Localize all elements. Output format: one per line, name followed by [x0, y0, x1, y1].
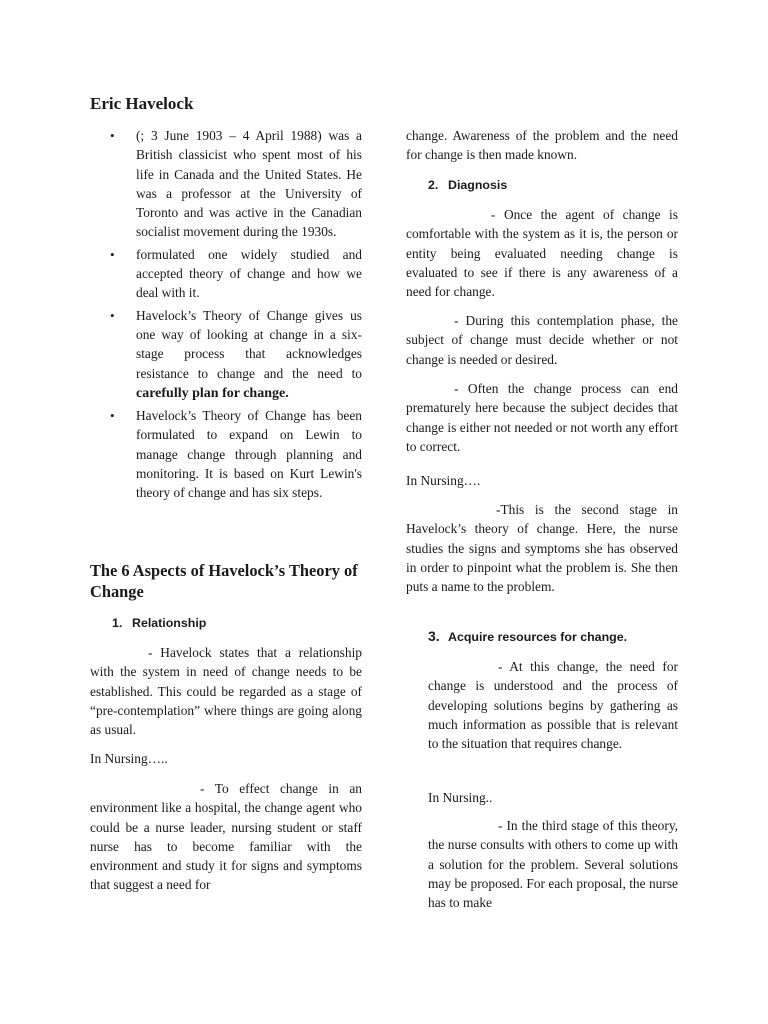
page-title: Eric Havelock — [90, 94, 194, 113]
step-number: 3. — [428, 628, 440, 644]
nursing-paragraph: -This is the second stage in Havelock’s theory of change. Here, the nurse studies the signs and symptoms she has observed in order to pinpoint what the problem is. She then puts a name to the problem. — [406, 502, 678, 595]
emphasis-text: carefully plan for change. — [136, 385, 289, 401]
in-nursing-label: In Nursing.. — [428, 790, 493, 805]
step-3-paragraph: - At this change, the need for change is understood and the process of developing solutions begins by gathering as much information as possible that is relevant to the situation that requires change. — [428, 659, 678, 752]
step-title: Diagnosis — [448, 178, 508, 192]
bullet-icon: • — [110, 246, 115, 262]
step-2-paragraph-1: - Once the agent of change is comfortable with the system as it is, the person or entity being evaluated needing change is evaluated to see if there is any awareness of a need for change. — [406, 207, 678, 300]
bullet-icon: • — [110, 408, 115, 424]
list-item — [90, 245, 362, 303]
bullet-text: Havelock’s Theory of Change has been formulated to expand on Lewin to manage change through planning and monitoring. It is based on Kurt Lewin's theory of change and has six steps. — [136, 408, 362, 501]
nursing-paragraph: - In the third stage of this theory, the nurse consults with others to come up with a solution for the problem. Several solutions may be proposed. For each proposal, the nurse has to make — [428, 818, 678, 911]
list-item — [90, 406, 362, 502]
step-title: Relationship — [132, 616, 207, 630]
step-number: 1. — [112, 616, 123, 630]
step-3-heading — [428, 628, 627, 645]
in-nursing-label: In Nursing….. — [90, 751, 168, 766]
list-item — [90, 126, 362, 242]
bullet-text: formulated one widely studied and accepted theory of change and how we deal with it. — [136, 246, 362, 301]
bullet-list — [90, 126, 362, 506]
list-item — [90, 306, 362, 403]
step-title: Acquire resources for change. — [448, 630, 628, 644]
nursing-paragraph: - To effect change in an environment like a hospital, the change agent who could be a nurse leader, nursing student or staff nurse has to become familiar with the environment and study it for signs and symptoms that suggest a need for — [90, 781, 362, 893]
step-2-paragraph-2: - During this contemplation phase, the subject of change must decide whether or not change is needed or desired. — [406, 313, 678, 367]
continuation-paragraph: change. Awareness of the problem and the need for change is then made known. — [406, 128, 678, 163]
step-2-paragraph-3: - Often the change process can end prematurely here because the subject decides that change is either not needed or not worth any effort to correct. — [406, 381, 678, 454]
bullet-text: (; 3 June 1903 – 4 April 1988) was a British classicist who spent most of his life in Canada and the United States. He was a professor at the University of Toronto and was active in the Canadian socialist movement during the 1930s. — [136, 128, 362, 240]
step-number: 2. — [428, 178, 439, 192]
step-2-heading — [428, 177, 507, 193]
bullet-icon: • — [110, 307, 115, 323]
step-1-heading — [112, 615, 206, 631]
step-1-paragraph: - Havelock states that a relationship with the system in need of change needs to be established. This could be regarded as a stage of “pre-contemplation” where things are going along as usual. — [90, 645, 362, 738]
section-title: The 6 Aspects of Havelock’s Theory of Change — [90, 561, 358, 601]
in-nursing-label: In Nursing…. — [406, 473, 481, 488]
bullet-icon: • — [110, 128, 115, 143]
bullet-text: Havelock’s Theory of Change gives us one way of looking at change in a six-stage process that acknowledges resistance to change and the need to — [136, 307, 362, 381]
